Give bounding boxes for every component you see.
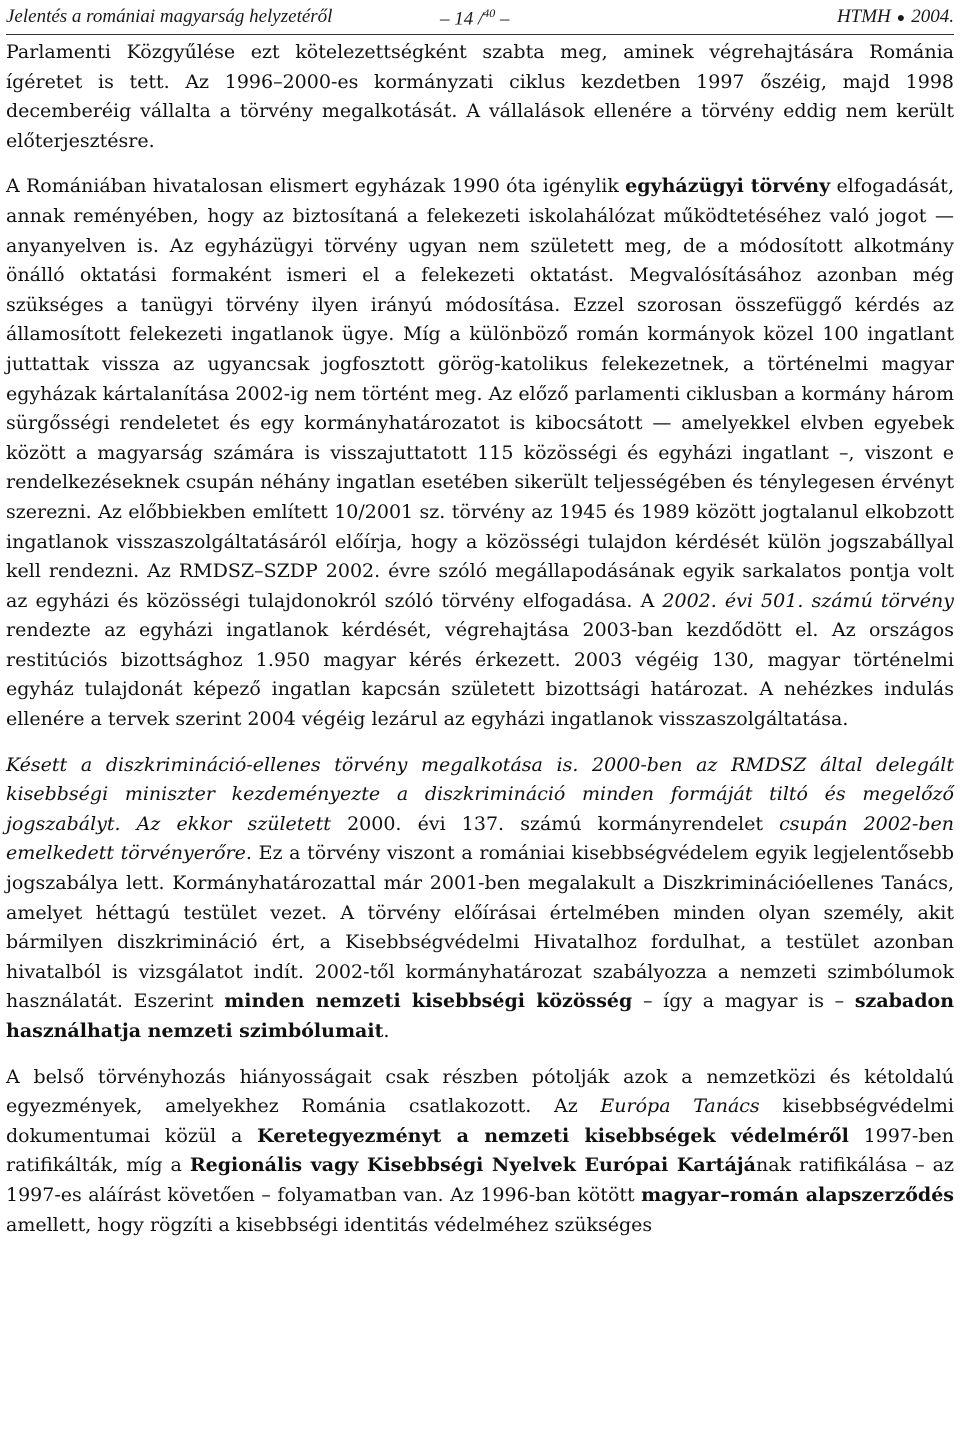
paragraph	[6, 1063, 954, 1241]
text-run: elfogadását, annak reményében, hogy az biztosítaná a felekezeti iskolahálózat működtetéséhez való jogot — anyanyelven is. Az egyházügyi törvény ugyan nem született meg, de a módosított alkotmány önálló oktatási formaként ismeri el a felekezeti oktatást. Megvalósításához azonban még szükséges a tanügyi törvény ilyen irányú módosítása. Ezzel szorosan összefüggő kérdés az államosított felekezeti ingatlanok ügye. Míg a különböző román kormányok közel 100 ingatlant juttattak vissza az ugyancsak jogfosztott görög-katolikus felekezetnek, a történelmi magyar egyházak kártalanítása 2002-ig nem történt meg. Az előző parlamenti ciklusban a kormány három sürgősségi rendeletet és egy kormányhatározatot is kibocsátott — amelyekkel elvben egyebek között a magyarság számára is visszajuttatott 115 közösségi és egyházi ingatlant –, viszont e rendelkezéseknek csupán néhány ingatlan esetében sikerült teljességében és ténylegesen érvényt szerezni. Az előbbiekben említett 10/2001 sz. törvény az 1945 és 1989 között jogtalanul elkobzott ingatlanok visszaszolgáltatásáról előírja, hogy a közösségi tulajdon kérdését külön jogszabállyal kell rendezni. Az RMDSZ–SZDP 2002. évre szóló megállapodásának egyik sarkalatos pontja volt az egyházi és közösségi tulajdonokról szóló törvény elfogadása. A	[6, 175, 954, 612]
page-number-suffix: –	[500, 8, 510, 30]
text-run: – így a magyar is –	[632, 990, 855, 1013]
header-rule	[6, 34, 954, 35]
text-run: amellett, hogy rögzíti a kisebbségi identitás védelméhez szükséges	[6, 1213, 653, 1236]
report-year: 2004.	[911, 6, 954, 27]
bold-text: Keretegyezményt a nemzeti kisebbségek védelméről	[257, 1124, 849, 1147]
text-run: A belső törvényhozás hiányosságait csak részben pótolják azok a nemzetközi és kétoldalú egyezmények, amelyekhez Románia csatlakozott. Az	[6, 1065, 954, 1118]
document-body	[6, 38, 954, 1240]
italic-text: Európa Tanács	[600, 1095, 760, 1118]
text-run: 2000. évi 137. számú kormányrendelet	[347, 812, 763, 835]
text-run: nak ratifikálása – az 1997-es aláírást követően – folyamatban van. Az 1996-ban kötött	[6, 1154, 955, 1206]
bold-text: magyar–román alapszerződés	[641, 1183, 954, 1206]
text-run: 1997-ben ratifikálták, míg a	[6, 1124, 954, 1177]
page-number	[440, 6, 510, 30]
bold-text: minden nemzeti kisebbségi közösség	[224, 990, 633, 1013]
bold-text: Regionális vagy Kisebbségi Nyelvek Európai Kartájá	[189, 1154, 756, 1177]
text-run: Ez a törvény viszont a romániai kisebbségvédelem egyik legjelentősebb jogszabálya lett. Kormányhatározattal már 2001-ben megalakult a Diszkriminációellenes Tanács, amelyet héttagú testület vezet. A törvény előírásai értelmében minden olyan személy, akit bármilyen diszkrimináció ért, a Kisebbségvédelmi Hivatalhoz fordulhat, a testület azonban hivatalból is vizsgálatot indít. 2002-től kormányhatározat szabályozza a nemzeti szimbólumok használatát. Eszerint	[6, 842, 955, 1013]
text-run: kisebbségvédelmi dokumentumai közül a	[6, 1095, 954, 1147]
italic-text: 2002. évi 501. számú törvény	[662, 589, 955, 612]
paragraph	[6, 172, 954, 734]
bullet-dot: ●	[896, 11, 906, 26]
text-run: .	[383, 1020, 390, 1042]
org-name: HTMH	[836, 6, 891, 27]
italic-text: Késett a diszkrimináció-ellenes törvény megalkotása is. 2000-ben az RMDSZ által delegált kisebbségi miniszter kezdeményezte a diszkrimináció minden formáját tiltó és megelőző jogszabályt. Az ekkor született	[6, 753, 954, 835]
bold-text: egyházügyi törvény	[625, 175, 831, 198]
text-run: rendezte az egyházi ingatlanok kérdését, végrehajtása 2003-ban kezdődött el. Az országos restitúciós bizottsághoz 1.950 magyar kérés érkezett. 2003 végéig 130, magyar történelmi egyház tulajdonát képező ingatlan kapcsán született bizottsági határozat. A nehézkes indulás ellenére a tervek szerint 2004 végéig lezárul az egyházi ingatlanok visszaszolgáltatása.	[6, 619, 954, 731]
page-total: 40	[483, 6, 496, 20]
report-title: Jelentés a romániai magyarság helyzetéről	[6, 6, 333, 27]
page-number-prefix: – 14 /	[440, 8, 484, 30]
text-run: A Romániában hivatalosan elismert egyházak 1990 óta igénylik	[6, 175, 626, 198]
text-run: Parlamenti Közgyűlése ezt kötelezettségként szabta meg, aminek végrehajtására Románia ígéretet is tett. Az 1996–2000-es kormányzati ciklus kezdetben 1997 őszéig, majd 1998 decemberéig vállalta a törvény megalkotását. A vállalások ellenére a törvény eddig nem került előterjesztésre.	[6, 41, 954, 152]
paragraph	[6, 751, 954, 1047]
header-org-year	[837, 6, 954, 28]
italic-text: csupán 2002-ben emelkedett törvényerőre.	[6, 812, 954, 865]
bold-text: szabadon használhatja nemzeti szimbólumait	[6, 990, 955, 1042]
paragraph	[6, 38, 954, 156]
page-header	[6, 4, 954, 34]
